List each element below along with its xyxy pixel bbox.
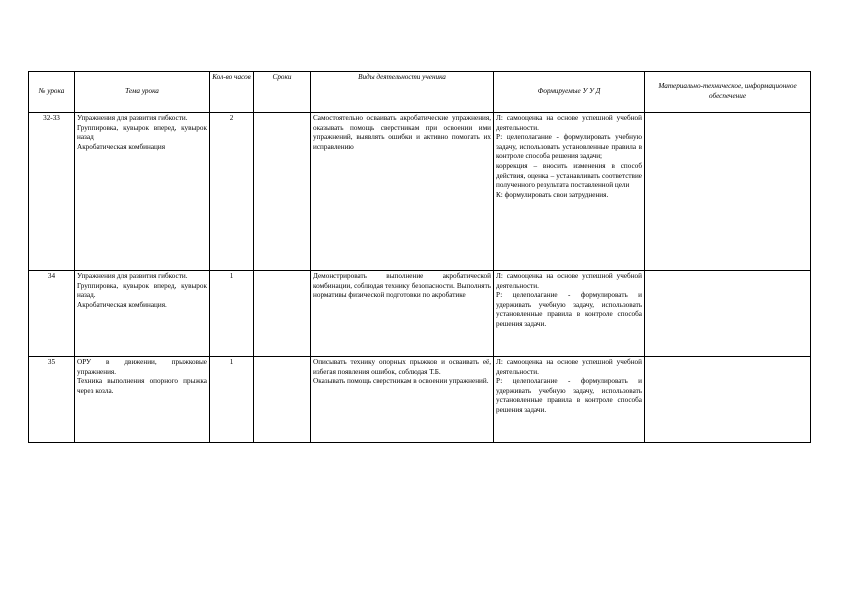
- uud-line: Л: самооценка на основе успешной учебной деятельности.: [496, 358, 642, 376]
- topic-line: Группировка, кувырок вперед, кувырок назад.: [77, 281, 207, 300]
- activities-cell: [311, 113, 494, 271]
- header-lesson-num: № урока: [29, 72, 75, 113]
- topic-cell: [75, 357, 210, 443]
- activities-text: Демонстрировать выполнение акробатической комбинации, соблюдая технику безопасности. Выполнять нормативы физической подготовки по акробатике: [313, 272, 491, 300]
- uud-line: Р: целеполагание - формулировать и удерживать учебную задачу, использовать установленные правила в контроле способа решения задачи.: [496, 377, 642, 414]
- uud-line: Р: целеполагание - формулировать учебную задачу, использовать установленные правила в контроле способа решения задачи;: [496, 133, 642, 161]
- uud-line: Л: самооценка на основе успешной учебной деятельности.: [496, 272, 642, 290]
- topic-line: Группировка, кувырок вперед, кувырок назад: [77, 123, 207, 142]
- uud-line: К: формулировать свои затруднения.: [496, 190, 609, 199]
- lesson-num-cell: 35: [29, 357, 75, 443]
- hours-cell: 1: [210, 271, 254, 357]
- topic-line: Акробатическая комбинация: [77, 142, 166, 151]
- topic-line: Упражнения для развития гибкости.: [77, 114, 188, 122]
- uud-line: коррекция – вносить изменения в способ действия, оценка – устанавливать соответствие полученного результата поставленной цели: [496, 161, 642, 190]
- hours-cell: 1: [210, 357, 254, 443]
- uud-cell: [494, 113, 645, 271]
- header-resources: Материально-техническое, информационное обеспечение: [645, 72, 811, 113]
- dates-cell: [254, 271, 311, 357]
- table-row: [29, 271, 811, 357]
- header-dates: Сроки: [254, 72, 311, 113]
- uud-cell: [494, 271, 645, 357]
- header-topic: Тема урока: [75, 72, 210, 113]
- lesson-num-cell: 32-33: [29, 113, 75, 271]
- activities-text: Описывать технику опорных прыжков и осваивать её, избегая появления ошибок, соблюдая Т.Б.: [313, 358, 491, 376]
- topic-line: Упражнения для развития гибкости.: [77, 272, 188, 280]
- table-header-row: [29, 72, 811, 113]
- uud-line: Р: целеполагание - формулировать и удерживать учебную задачу, использовать установленные правила в контроле способа решения задачи.: [496, 291, 642, 328]
- activities-text: Оказывать помощь сверстникам в освоении упражнений.: [313, 377, 489, 386]
- table-row: [29, 113, 811, 271]
- resources-cell: [645, 113, 811, 271]
- resources-cell: [645, 271, 811, 357]
- dates-cell: [254, 357, 311, 443]
- topic-cell: [75, 271, 210, 357]
- activities-cell: [311, 271, 494, 357]
- hours-cell: 2: [210, 113, 254, 271]
- uud-line: Л: самооценка на основе успешной учебной деятельности.: [496, 114, 642, 132]
- uud-cell: [494, 357, 645, 443]
- dates-cell: [254, 113, 311, 271]
- topic-line: ОРУ в движении, прыжковые упражнения.: [77, 358, 207, 376]
- header-hours: Кол-во часов: [210, 72, 254, 113]
- table-row: [29, 357, 811, 443]
- activities-cell: [311, 357, 494, 443]
- topic-line: Техника выполнения опорного прыжка через козла.: [77, 377, 207, 395]
- lesson-num-cell: 34: [29, 271, 75, 357]
- activities-text: Самостоятельно осваивать акробатические упражнения, оказывать помощь сверстникам при освоении ими упражнений, выявлять ошибки и активно помогать их исправлению: [313, 114, 491, 151]
- topic-cell: [75, 113, 210, 271]
- resources-cell: [645, 357, 811, 443]
- header-activities: Виды деятельности ученика: [311, 72, 494, 113]
- topic-line: Акробатическая комбинация.: [77, 300, 167, 309]
- lesson-plan-table: [28, 71, 811, 443]
- header-uud: Формируемые У У Д: [494, 72, 645, 113]
